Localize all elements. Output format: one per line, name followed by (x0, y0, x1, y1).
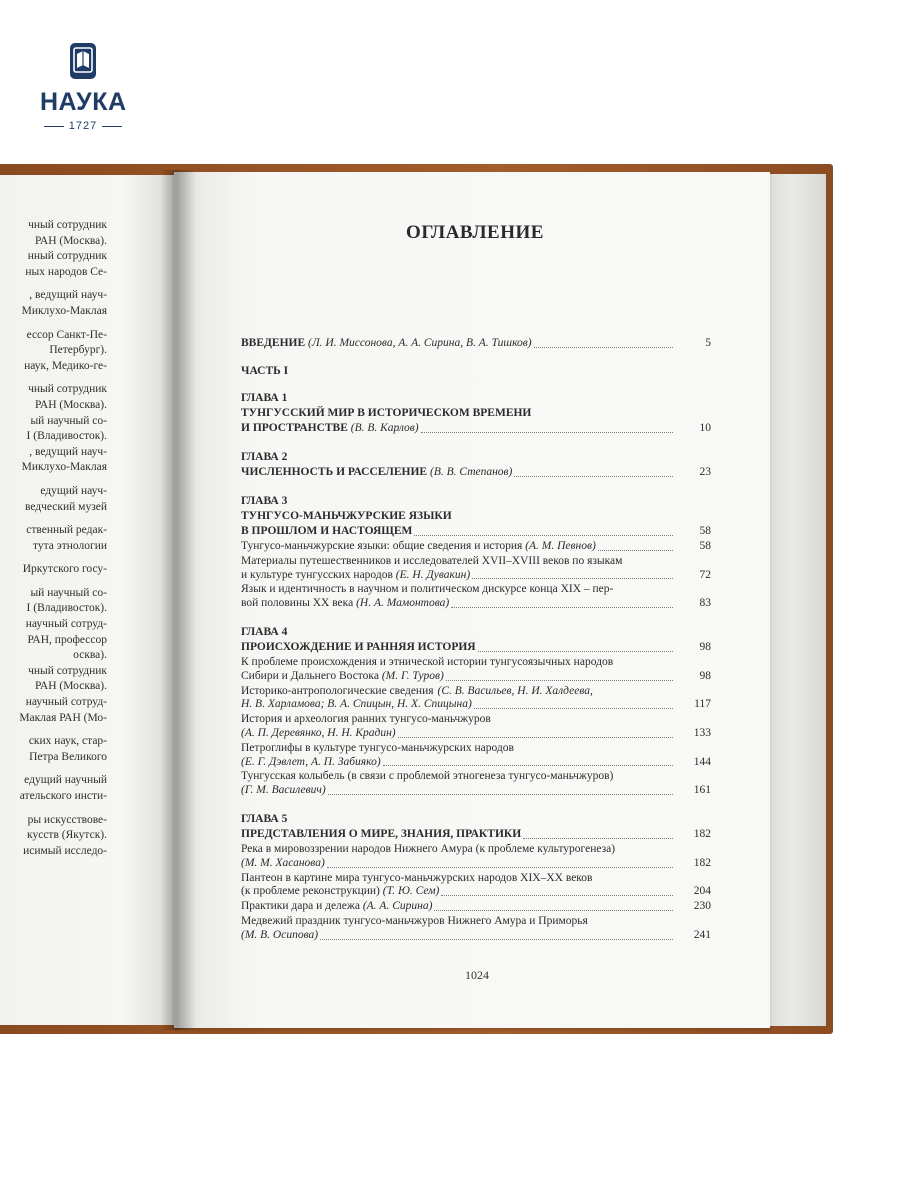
chapter-label: ГЛАВА 2 (241, 451, 288, 463)
chapter-title-entry (241, 465, 711, 480)
entry-authors: (С. В. Васильев, Н. И. Халдеева, (437, 684, 593, 697)
left-page-line: РАН (Москва). (35, 398, 107, 411)
chapter-title-entry (241, 827, 711, 842)
left-page-line (0, 765, 107, 773)
entry-page: 230 (693, 900, 711, 913)
left-page-line: ый научный со- (30, 414, 107, 427)
entry-text (241, 465, 512, 480)
toc-subentry (241, 784, 711, 798)
left-page-line: ных народов Се- (25, 265, 107, 278)
entry-page: 204 (693, 885, 711, 898)
chapter-label: ГЛАВА 3 (241, 495, 288, 507)
entry-text: Петроглифы в культуре тунгусо-маньчжурских народов (241, 741, 514, 754)
entry-text: История и археология ранних тунгусо-маньчжуров (241, 713, 491, 726)
left-page-line: I (Владивосток). (26, 430, 107, 443)
left-page-line (0, 320, 107, 328)
part-heading: ЧАСТЬ I (241, 365, 289, 377)
entry-authors: (М. Г. Туров) (381, 669, 444, 682)
entry-authors: (В. В. Степанов) (429, 466, 513, 478)
dot-leader (320, 938, 673, 940)
left-page-line: Петра Великого (29, 750, 107, 763)
entry-title: ТУНГУССКИЙ МИР В ИСТОРИЧЕСКОМ ВРЕМЕНИ (241, 407, 532, 419)
dot-leader (474, 707, 673, 709)
left-page-line: РАН (Москва). (35, 234, 107, 247)
year-rule-left (44, 126, 64, 127)
entry-page: 98 (699, 640, 711, 653)
toc-subentry (241, 670, 711, 684)
entry-page: 23 (699, 466, 711, 478)
left-page-line: , ведущий науч- (29, 445, 107, 458)
left-page-line: Миклухо-Маклая (21, 461, 107, 474)
left-page-line: чный сотрудник (28, 219, 107, 231)
left-page-line (0, 554, 107, 562)
entry-text (241, 597, 449, 611)
chapter-title-entry (241, 421, 711, 436)
left-page-line: ый научный со- (30, 586, 107, 599)
chapter-label: ГЛАВА 1 (241, 392, 288, 404)
toc-subentry-line (241, 555, 711, 569)
left-page-line (0, 374, 107, 382)
entry-text (241, 885, 439, 899)
entry-authors: (Н. А. Мамонтова) (356, 597, 450, 610)
entry-title: ТУНГУСО-МАНЬЧЖУРСКИЕ ЯЗЫКИ (241, 510, 452, 522)
entry-page: 161 (693, 784, 711, 797)
chapter-title-entry (241, 524, 711, 539)
publisher-year-row (40, 120, 126, 132)
left-page-line: чный сотрудник (28, 383, 107, 396)
left-page-line (0, 726, 107, 734)
entry-title: (к проблеме реконструкции) (241, 885, 380, 898)
toc-subentry-line (241, 915, 711, 929)
chapter-4-entries (241, 656, 711, 798)
publisher-year: 1727 (68, 120, 98, 132)
publisher-name: НАУКА (40, 88, 127, 116)
entry-title: и культуре тунгусских народов (241, 568, 393, 581)
entry-title: Практики дара и дележа (241, 900, 360, 913)
year-rule-right (102, 126, 122, 127)
entry-text (241, 698, 472, 712)
entry-title: ПРЕДСТАВЛЕНИЯ О МИРЕ, ЗНАНИЯ, ПРАКТИКИ (241, 827, 522, 840)
left-page-line: кусств (Якутск). (27, 829, 107, 842)
left-page-line: РАН (Москва). (35, 680, 107, 693)
toc-subentry (241, 857, 711, 871)
left-page-line: едущий науч- (40, 484, 107, 497)
toc-subentry (241, 929, 711, 943)
left-page-line: едущий научный (24, 774, 107, 787)
left-page-line (0, 280, 107, 288)
chapter-title-line (241, 406, 711, 421)
left-page-line: ских наук, стар- (28, 735, 107, 748)
entry-title: И ПРОСТРАНСТВЕ (241, 422, 348, 434)
left-page-line: научный сотруд- (25, 618, 107, 631)
entry-title: ПРОИСХОЖДЕНИЕ И РАННЯЯ ИСТОРИЯ (241, 640, 476, 653)
left-page-line: , ведущий науч- (29, 289, 107, 302)
toc-entry-intro (241, 336, 711, 351)
left-page-line: научный сотруд- (25, 696, 107, 709)
entry-page: 58 (699, 540, 711, 552)
chapter-5-entries (241, 843, 711, 943)
entry-text (241, 727, 396, 741)
entry-title: ВВЕДЕНИЕ (241, 337, 306, 349)
entry-page: 144 (693, 755, 711, 768)
entry-authors: (Т. Ю. Сем) (382, 885, 440, 898)
entry-text (241, 336, 532, 351)
dot-leader (327, 866, 673, 868)
left-page-line: ры искусствове- (27, 813, 107, 826)
toc-subentry (241, 569, 711, 583)
dot-leader (598, 549, 673, 551)
dot-leader (514, 475, 673, 477)
entry-title: ЧИСЛЕННОСТЬ И РАССЕЛЕНИЕ (241, 466, 428, 478)
book-emblem-icon (69, 42, 97, 80)
left-page-line: I (Владивосток). (26, 602, 107, 615)
dot-leader (398, 736, 673, 738)
left-page-line: ессор Санкт-Пе- (26, 328, 107, 341)
entry-page: 98 (699, 669, 711, 682)
dot-leader (383, 764, 673, 766)
entry-page: 10 (699, 422, 711, 434)
toc-subentry-line (241, 742, 711, 756)
entry-page: 58 (699, 525, 711, 537)
dot-leader (434, 909, 673, 911)
chapter-label: ГЛАВА 4 (241, 625, 288, 638)
toc-subentry (241, 885, 711, 899)
toc-subentry (241, 698, 711, 712)
left-page-line (0, 578, 107, 586)
entry-text (241, 540, 596, 554)
chapter-label: ГЛАВА 5 (241, 812, 288, 825)
dot-leader (421, 431, 673, 433)
entry-authors: (Е. Г. Дэвлет, А. П. Забияко) (241, 755, 381, 768)
entry-text (241, 784, 326, 798)
entry-page: 133 (693, 726, 711, 739)
entry-text (241, 670, 444, 684)
left-page-line: Миклухо-Маклая (21, 304, 107, 317)
left-page-text (0, 218, 107, 859)
table-of-contents (241, 336, 711, 943)
entry-text (241, 421, 419, 436)
entry-text (241, 900, 432, 914)
toc-subentry-line (241, 656, 711, 670)
page-number: 1024 (465, 968, 489, 982)
entry-authors: (Е. Н. Дувакин) (395, 568, 471, 581)
entry-text (241, 569, 470, 583)
toc-subentry-line (241, 770, 711, 784)
left-page-line (0, 805, 107, 813)
page-block-edge (768, 174, 826, 1026)
entry-authors: (М. В. Осипова) (241, 928, 319, 941)
chapter-3-entries (241, 540, 711, 611)
toc-subentry-line (241, 713, 711, 727)
entry-title: Тунгусо-маньчжурские языки: общие сведения и история (241, 540, 523, 552)
toc-subentry-line (241, 583, 711, 597)
left-page-line (0, 515, 107, 523)
toc-subentry-line (241, 843, 711, 857)
toc-subentry (241, 727, 711, 741)
entry-page: 83 (699, 597, 711, 610)
toc-subentry-line (241, 685, 711, 699)
dot-leader (446, 679, 673, 681)
dot-leader (534, 346, 673, 348)
entry-text: Медвежий праздник тунгусо-маньчжуров Нижнего Амура и Приморья (241, 914, 588, 927)
entry-text: Материалы путешественников и исследователей XVII–XVIII веков по языкам (241, 554, 623, 567)
entry-text: Язык и идентичность в научном и политическом дискурсе конца XIX – пер- (241, 583, 614, 596)
entry-authors: (А. М. Певнов) (525, 540, 596, 552)
entry-authors: (В. В. Карлов) (350, 422, 419, 434)
entry-text (241, 929, 318, 943)
dot-leader (328, 793, 673, 795)
dot-leader (414, 534, 673, 536)
left-page (0, 175, 177, 1025)
entry-authors: Н. В. Харламова; В. А. Спицын, Н. Х. Спицына) (241, 698, 472, 711)
dot-leader (472, 577, 673, 579)
entry-title: В ПРОШЛОМ И НАСТОЯЩЕМ (241, 525, 413, 537)
entry-title: вой половины XX века (241, 597, 354, 610)
entry-text (241, 756, 381, 770)
chapter-title-line (241, 509, 711, 524)
entry-text: К проблеме происхождения и этнической истории тунгусоязычных народов (241, 655, 614, 668)
left-page-line: Маклая РАН (Мо- (19, 711, 107, 724)
entry-authors: (Г. М. Василевич) (241, 784, 326, 797)
left-page-line: тута этнологии (33, 539, 107, 552)
entry-page: 5 (705, 337, 711, 349)
dot-leader (523, 837, 673, 839)
entry-text: Тунгусская колыбель (в связи с проблемой этногенеза тунгусо-маньчжуров) (241, 770, 614, 783)
left-page-line: исимый исследо- (23, 844, 107, 857)
left-page-line: наук, Медико-ге- (24, 359, 107, 372)
toc-title: ОГЛАВЛЕНИЕ (406, 222, 544, 243)
left-page-line: чный сотрудник (28, 664, 107, 677)
entry-page: 241 (693, 928, 711, 941)
toc-subentry (241, 540, 711, 554)
entry-text: Река в мировоззрении народов Нижнего Амура (к проблеме культурогенеза) (241, 842, 616, 855)
entry-authors: (Л. И. Миссонова, А. А. Сирина, В. А. Тишков) (308, 337, 532, 349)
left-page-line: РАН, профессор (27, 633, 107, 646)
toc-subentry-line (241, 872, 711, 886)
entry-authors: (М. М. Хасанова) (241, 856, 325, 869)
dot-leader (478, 650, 673, 652)
entry-page: 72 (699, 568, 711, 581)
dot-leader (451, 606, 673, 608)
left-page-line: Иркутского госу- (22, 563, 107, 576)
left-page-line: ственный редак- (26, 524, 107, 537)
entry-text: Историко-антропологические сведения (241, 684, 434, 697)
left-page-line: нный сотрудник (27, 250, 107, 263)
toc-subentry (241, 900, 711, 914)
entry-page: 117 (694, 698, 711, 711)
entry-text: Пантеон в картине мира тунгусо-маньчжурских народов XIX–XX веков (241, 871, 593, 884)
entry-authors: (А. П. Деревянко, Н. Н. Крадин) (241, 726, 396, 739)
entry-page: 182 (693, 856, 711, 869)
toc-subentry (241, 597, 711, 611)
toc-subentry (241, 756, 711, 770)
entry-title: Сибири и Дальнего Востока (241, 669, 379, 682)
entry-page: 182 (693, 827, 711, 840)
left-page-line: Петербург). (49, 344, 107, 357)
left-page-line (0, 476, 107, 484)
entry-authors: (А. А. Сирина) (362, 900, 433, 913)
left-page-line: ведческий музей (24, 500, 107, 513)
publisher-logo (40, 42, 126, 132)
left-page-line: ательского инсти- (19, 790, 107, 802)
left-page-line: осква). (73, 649, 107, 662)
entry-text (241, 857, 325, 871)
dot-leader (441, 894, 673, 896)
chapter-title-entry (241, 640, 711, 655)
